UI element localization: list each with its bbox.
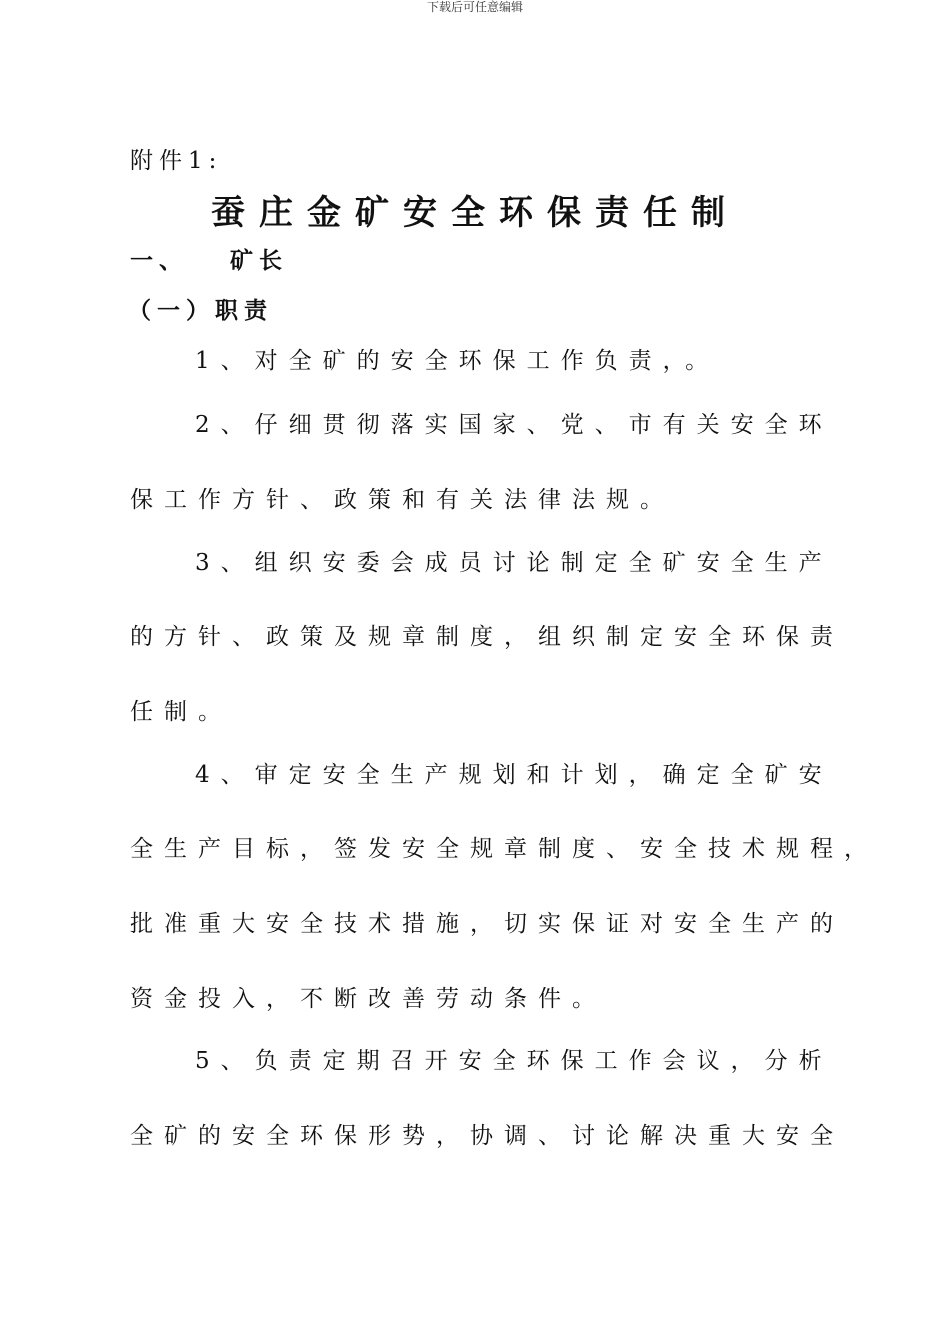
subsection-heading: （一）职责 (128, 298, 273, 324)
paragraph-line: 资金投入，不断改善劳动条件。 (130, 986, 606, 1012)
section-heading (130, 246, 288, 276)
paragraph-line: 5、负责定期召开安全环保工作会议，分析 (195, 1048, 833, 1074)
paragraph-line: 批准重大安全技术措施，切实保证对安全生产的 (130, 911, 844, 937)
paragraph-line: 1、对全矿的安全环保工作负责，。 (195, 348, 720, 374)
paragraph-line: 全矿的安全环保形势，协调、讨论解决重大安全 (130, 1123, 844, 1149)
section-name: 矿长 (230, 248, 288, 274)
paragraph-line: 2、仔细贯彻落实国家、党、市有关安全环 (195, 412, 833, 438)
paragraph-line: 任制。 (130, 699, 232, 725)
paragraph-line: 全生产目标，签发安全规章制度、安全技术规程， (130, 836, 878, 862)
page-header-note: 下载后可任意编辑 (426, 0, 523, 14)
attachment-label: 附件1: (130, 148, 223, 174)
paragraph-line: 的方针、政策及规章制度，组织制定安全环保责 (130, 624, 844, 650)
paragraph-line: 3、组织安委会成员讨论制定全矿安全生产 (195, 550, 833, 576)
paragraph-line: 4、审定安全生产规划和计划，确定全矿安 (195, 762, 833, 788)
paragraph-line: 保工作方针、政策和有关法律法规。 (130, 487, 674, 513)
section-number: 一、 (130, 248, 188, 274)
document-title: 蚕庄金矿安全环保责任制 (211, 193, 739, 233)
